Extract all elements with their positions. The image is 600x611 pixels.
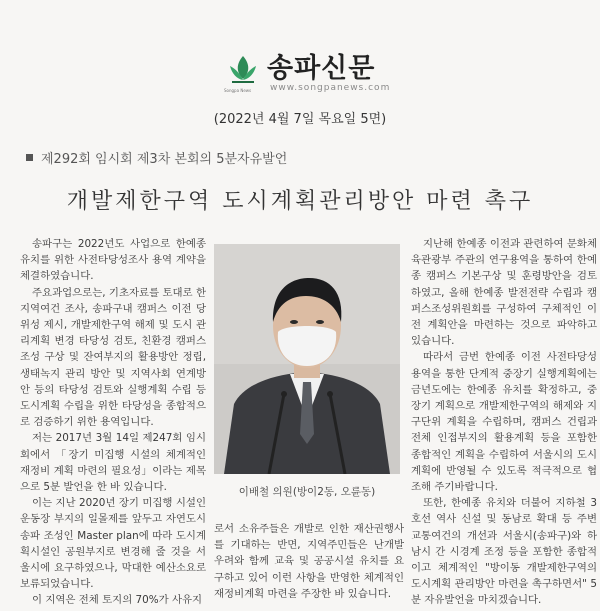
paragraph: 주요과업으로는, 기초자료를 토대로 한 지역여건 조사, 송파구내 캠퍼스 이전 당위성 제시, 개발제한구역 해제 및 도시 관리계획 변경 타당성 검토, 친환경 캠퍼스 조성 구상 및 잔여부지의 활용방안 정립, 생태녹지 관리 방안 및 지역사회 연계방안 등의 타당성 검토와 실행계획 수립 등 도시계획 수립을 위한 타당성을 종합적으로 검증하기 위한 용역입니다. <box>20 286 206 429</box>
session-heading <box>26 148 287 167</box>
logo-subtitle: Songpa News <box>224 88 252 93</box>
paragraph: 저는 2017년 3월 14일 제247회 임시회에서 「장기 미집행 시설의 체계적인 재정비 계획 마련의 필요성」이라는 제목으로 5분 발언을 한 바 있습니다. <box>20 432 206 494</box>
newspaper-name: 송파신문 <box>267 53 376 84</box>
lotus-logo-icon <box>226 52 260 86</box>
masthead <box>0 8 600 93</box>
article-title: 개발제한구역 도시계획관리방안 마련 촉구 <box>66 189 534 214</box>
square-bullet-icon <box>26 154 33 161</box>
session-text: 제292회 임시회 제3차 본회의 5분자유발언 <box>41 152 288 167</box>
newspaper-url: www.songpanews.com <box>270 83 391 93</box>
speaker-photo <box>214 244 400 474</box>
paragraph: 따라서 금번 한예종 이전 사전타당성 용역을 통한 단계적 중장기 실행계획에는 금년도에는 한예종 유치를 확정하고, 중장기 계획으로 개발제한구역의 해제와 지구단위 계획을 수립하며, 캠퍼스 건립과 전체 인접부지의 활용계획 등을 포함한 종합적인 계획을 수립하여 서울시의 도시계획에 반영될 수 있도록 적극적으로 협조해 주기바랍니다. <box>411 351 597 494</box>
paragraph: 로서 소유주들은 개발로 인한 재산권행사를 기대하는 반면, 지역주민들은 난개발 우려와 함께 교육 및 공공시설 유치를 요구하고 있어 이런 사항을 반영한 체계적인 재정비계획 마련을 주장한 바 있습니다. <box>214 523 404 600</box>
paragraph: 지난해 한예종 이전과 관련하여 문화체육관광부 주관의 연구용역을 통하여 한예종 캠퍼스 기본구상 및 훈령방안을 검토하였고, 올해 한예종 발전전략 수립과 캠퍼스조성위원회를 구성하여 구체적인 이전 계획안을 마련하는 것으로 파악하고 있습니다. <box>411 238 597 348</box>
article-column-2 <box>214 521 404 602</box>
article-column-3 <box>411 236 597 609</box>
paragraph: 이는 지난 2020년 장기 미집행 시설인 운동장 부지의 일몰제를 앞두고 자연도시 송파 조성인 Master plan에 따라 도시계획시설인 공원부지로 변경해 줄 것을 서울시에 요구하였으나, 막대한 예산소요로 보류되었습니다. <box>20 497 206 591</box>
photo-caption: 이배철 의원(방이2동, 오륜동) <box>238 486 376 498</box>
paragraph: 송파구는 2022년도 사업으로 한예종 유치를 위한 사전타당성조사 용역 계약을 체결하였습니다. <box>20 238 206 283</box>
speaker-portrait-image <box>214 244 400 474</box>
article-column-1 <box>20 236 206 609</box>
publication-date: (2022년 4월 7일 목요일 5면) <box>213 112 387 127</box>
paragraph: 또한, 한예종 유치와 더불어 지하철 3호선 역사 신설 및 동남로 확대 등 주변 교통여건의 개선과 서울시(송파구)와 하남시 간 시경계 조정 등을 포함한 종합적이고 체계적인 "방이동 개발제한구역의 도시계획 관리방안 마련을 촉구하면서" 5분 자유발언을 마치겠습니다. <box>411 497 597 607</box>
paragraph: 이 지역은 전체 토지의 70%가 사유지 <box>32 594 203 607</box>
